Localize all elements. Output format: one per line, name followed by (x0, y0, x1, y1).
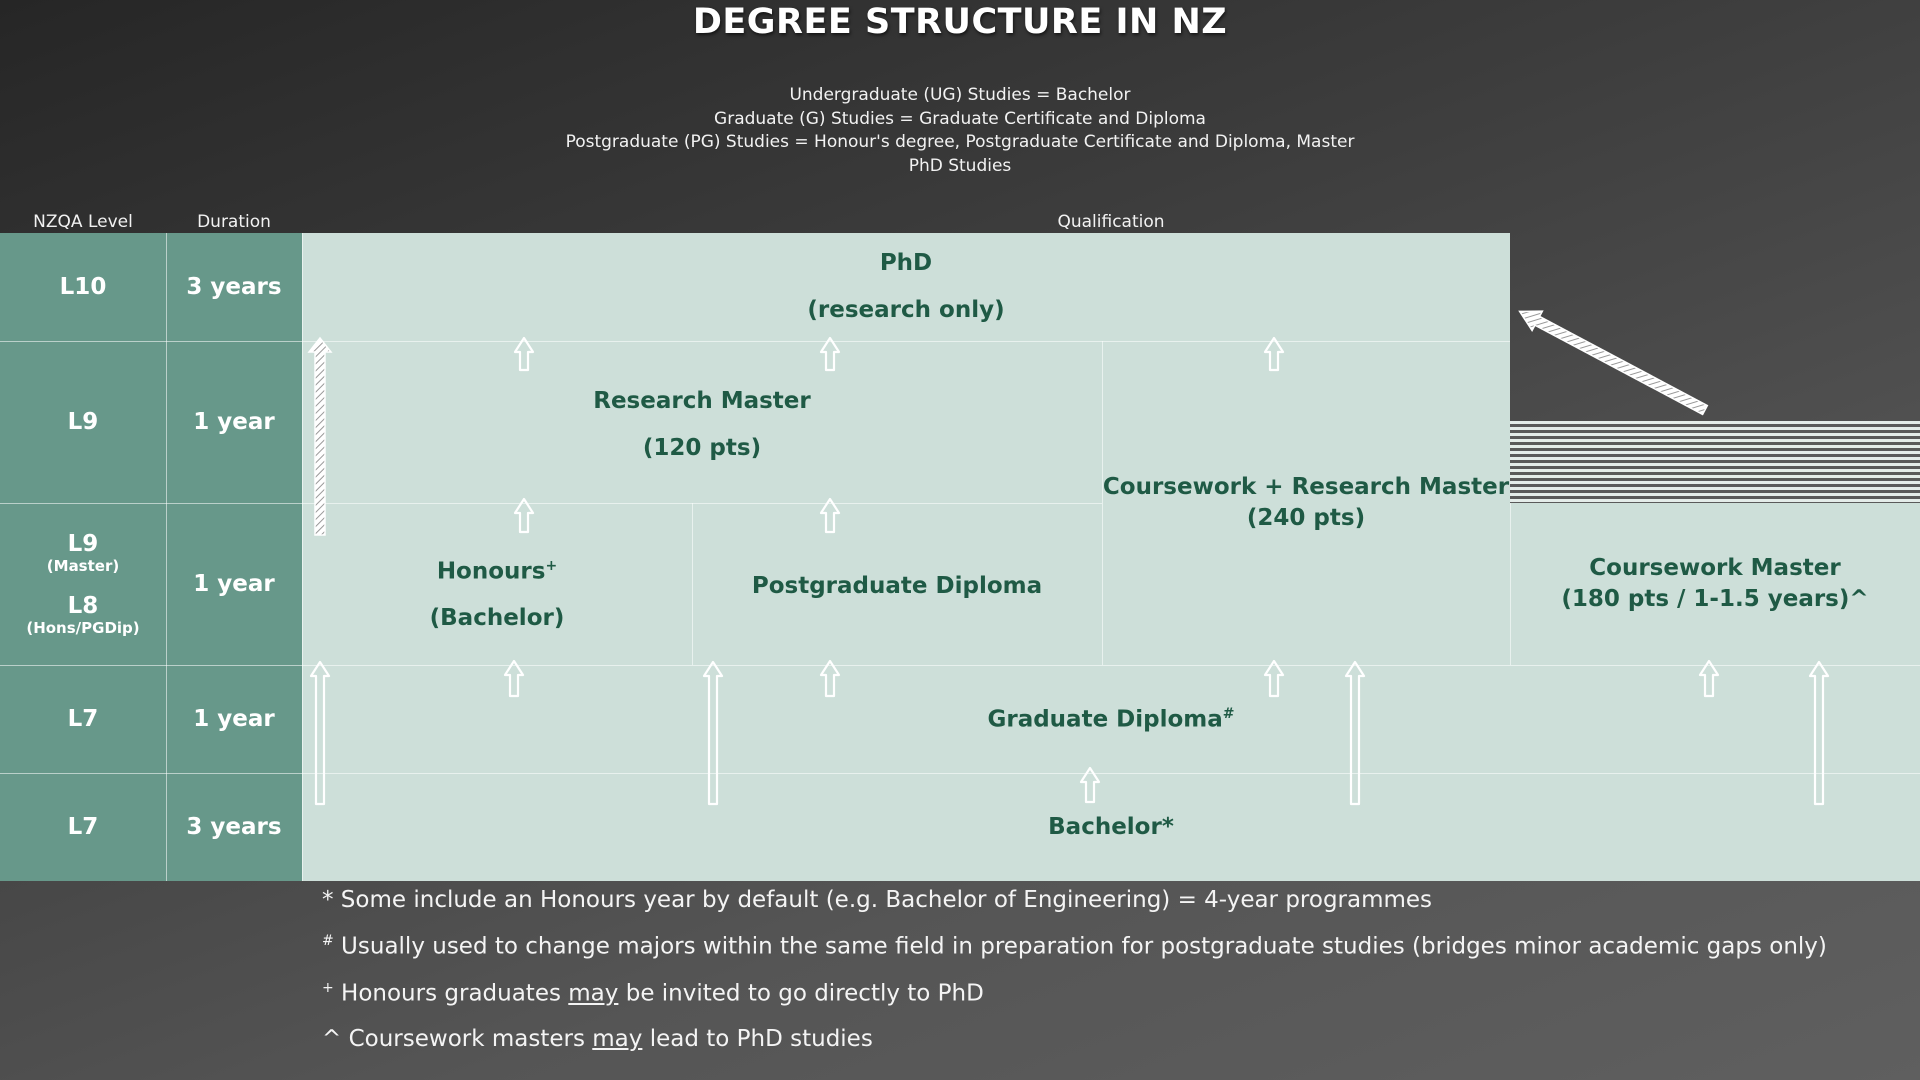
honours-mark: + (545, 557, 558, 574)
duration-cell: 3 years (186, 814, 282, 840)
duration-cell: 1 year (193, 706, 275, 732)
bachelor-label: Bachelor* (1048, 814, 1174, 840)
intro-line-ug: Undergraduate (UG) Studies = Bachelor (789, 85, 1131, 105)
footnote-graduate-diploma (322, 933, 1827, 960)
research-master-sublabel: (120 pts) (642, 435, 762, 461)
footnote-emphasis: may (592, 1026, 643, 1052)
footnote-text: Honours graduates (333, 980, 569, 1007)
arrow-grad-diploma-to-cw-master (1700, 661, 1718, 696)
level-l9-label: L9 (67, 531, 99, 557)
footnote-text: Some include an Honours year by default (e.g. Bachelor of Engineering) = 4-year programmes (333, 887, 1433, 913)
arrow-grad-diploma-to-cw-research-master (1265, 661, 1283, 696)
level-l8-sublabel: (Hons/PGDip) (26, 619, 140, 637)
arrow-bachelor-to-pg-diploma (704, 662, 722, 804)
arrow-honours-to-research-master (515, 499, 533, 532)
grad-diploma-mark: # (1222, 705, 1235, 722)
arrow-bachelor-long (311, 662, 329, 804)
footnote-coursework-master (322, 1026, 873, 1052)
footnote-text: be invited to go directly to PhD (618, 980, 984, 1007)
phd-label: PhD (879, 250, 933, 276)
arrow-grad-diploma-to-pg-diploma (821, 661, 839, 696)
cw-master-label: Coursework Master (1589, 555, 1841, 581)
intro-line-pg: Postgraduate (PG) Studies = Honour's degree, Postgraduate Certificate and Diploma, Master (565, 132, 1355, 152)
footnote-honours (322, 980, 984, 1007)
arrow-bachelor-to-cw-research-master (1346, 662, 1364, 804)
cw-research-master-sublabel: (240 pts) (1246, 505, 1366, 531)
duration-cell: 1 year (193, 409, 275, 435)
arrow-bachelor-to-cw-master (1810, 662, 1828, 804)
intro-line-g: Graduate (G) Studies = Graduate Certificate and Diploma (714, 108, 1206, 129)
level-cell: L10 (59, 274, 107, 300)
diagonal-arrow-cw-master-phd (1514, 302, 1710, 420)
intro-line-phd: PhD Studies (908, 155, 1012, 176)
header-duration: Duration (197, 212, 271, 232)
arrow-research-master-to-phd (515, 338, 533, 370)
footnote-mark: + (322, 980, 334, 996)
arrow-cw-research-master-to-phd (1265, 338, 1283, 370)
footnote-bachelor (322, 887, 1432, 913)
footnote-mark: ^ (322, 1026, 342, 1052)
pg-diploma-label: Postgraduate Diploma (751, 572, 1043, 599)
level-cell: L7 (67, 706, 99, 732)
arrow-bachelor-to-honours (505, 661, 523, 696)
level-cell: L9 (67, 409, 99, 435)
research-master-label: Research Master (593, 388, 811, 414)
header-nzqa-level: NZQA Level (33, 212, 133, 232)
honours-sublabel: (Bachelor) (429, 605, 565, 632)
level-l8-label: L8 (67, 593, 99, 619)
footnote-mark: # (322, 933, 334, 949)
level-l9-sublabel: (Master) (46, 557, 120, 575)
honours-label: Honours (436, 558, 546, 585)
hatched-arrow-honours-phd (309, 338, 331, 535)
arrow-pg-diploma-to-research-master (821, 499, 839, 532)
page-title: DEGREE STRUCTURE IN NZ (692, 2, 1228, 42)
duration-cell: 1 year (193, 571, 275, 597)
level-cell: L7 (67, 814, 99, 840)
cw-research-master-label: Coursework + Research Master (1102, 474, 1510, 500)
duration-cell: 3 years (186, 274, 282, 300)
footnote-text: Coursework masters (341, 1026, 593, 1052)
arrow-bachelor-to-grad-diploma (1081, 768, 1099, 802)
footnote-text: lead to PhD studies (642, 1026, 873, 1052)
arrow-research-master-to-phd (821, 338, 839, 370)
phd-sublabel: (research only) (807, 297, 1005, 323)
cw-master-sublabel: (180 pts / 1-1.5 years)^ (1561, 586, 1869, 612)
header-qualification: Qualification (1057, 212, 1165, 232)
footnote-emphasis: may (568, 980, 619, 1007)
grad-diploma-label: Graduate Diploma (987, 706, 1223, 733)
footnote-text: Usually used to change majors within the same field in preparation for postgraduate studies (bridges minor academic gaps only) (333, 933, 1827, 960)
footnote-mark: * (322, 887, 334, 913)
